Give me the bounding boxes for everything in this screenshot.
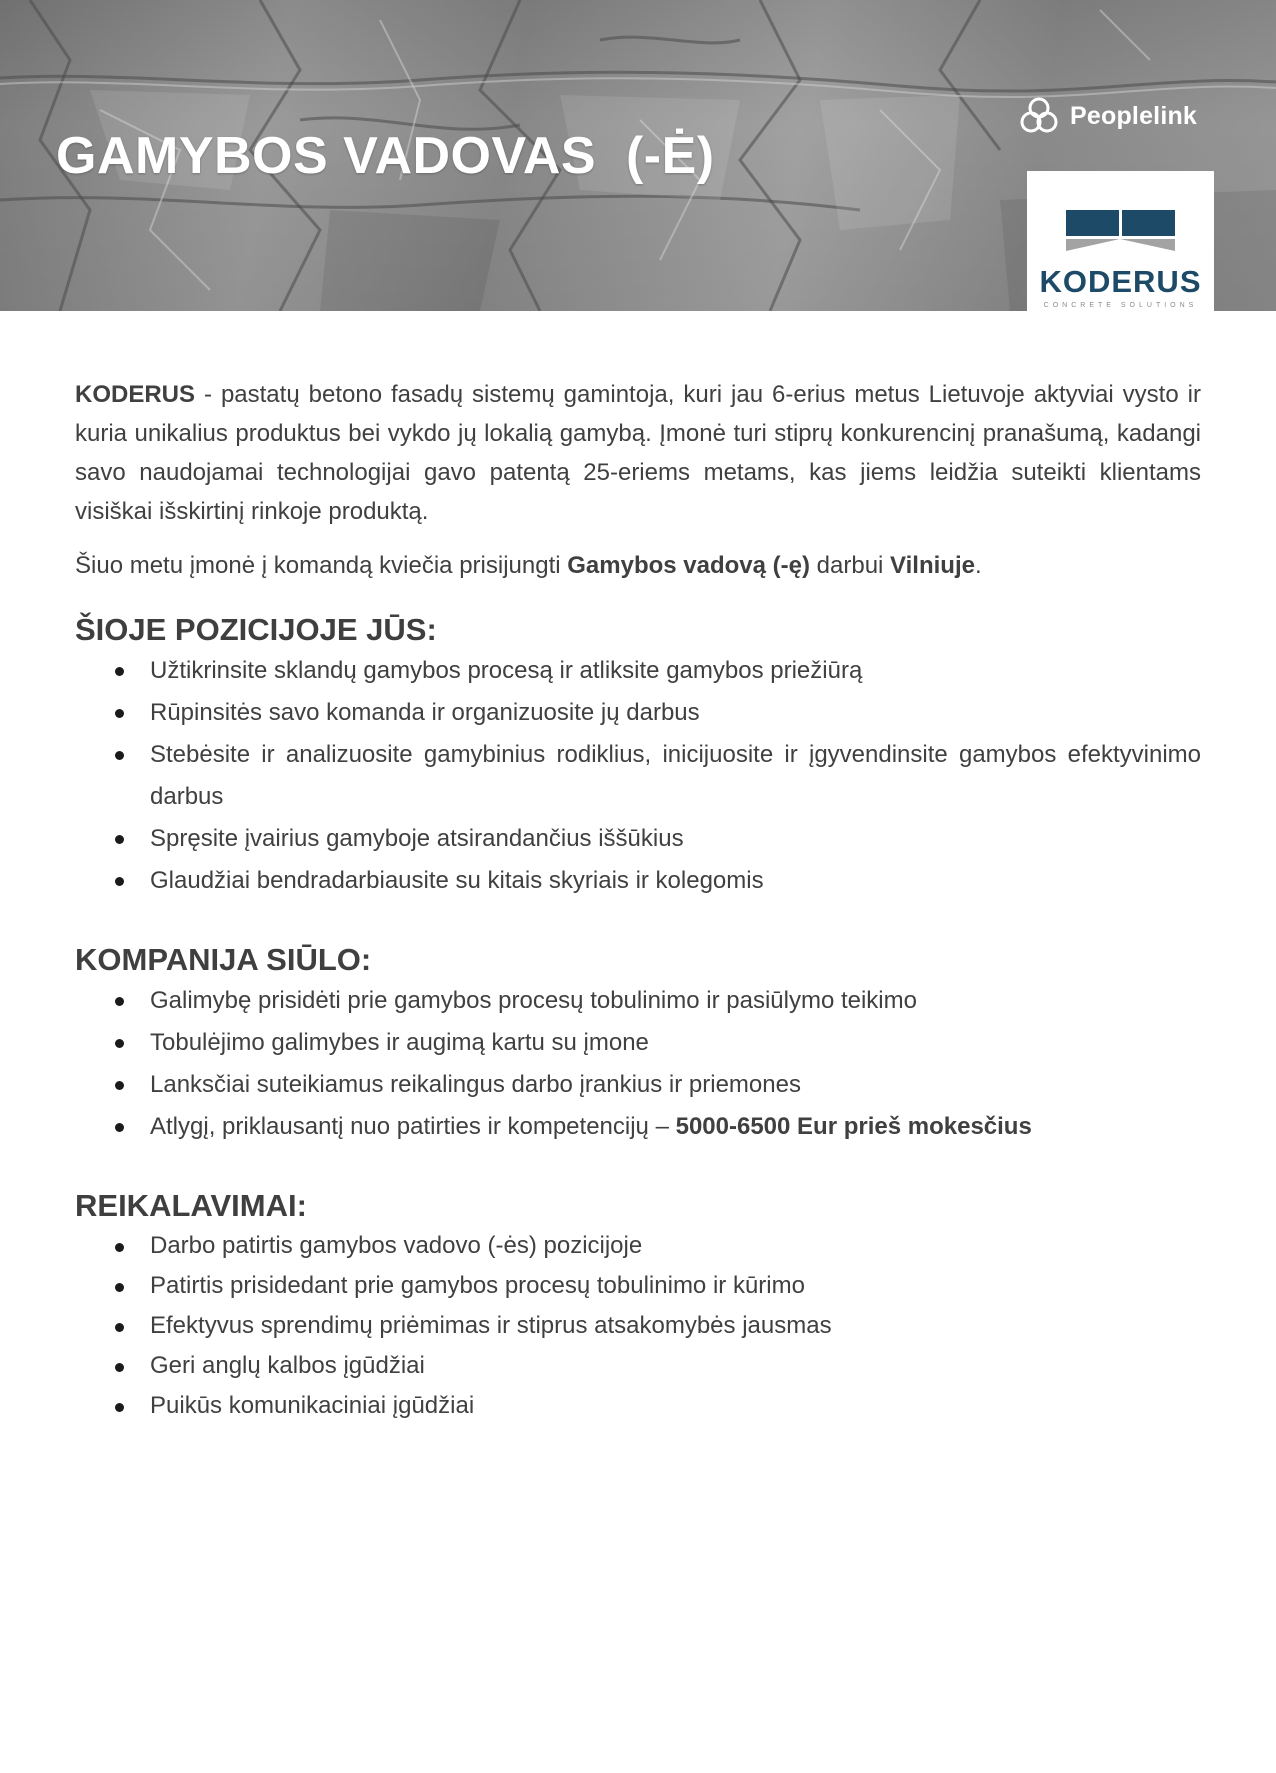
list-item-text: Užtikrinsite sklandų gamybos procesą ir atliksite gamybos priežiūrą: [150, 657, 863, 684]
company-intro: [75, 375, 1201, 531]
list-item-text: Stebėsite ir analizuosite gamybinius rodiklius, inicijuosite ir įgyvendinsite gamybos efektyvinimo darbus: [150, 741, 1201, 810]
invite-position: Gamybos vadovą (-ę): [567, 552, 810, 579]
list-item-text: Patirtis prisidedant prie gamybos procesų tobulinimo ir kūrimo: [150, 1272, 805, 1299]
bullet-icon: [115, 1403, 124, 1412]
invitation-text: [75, 546, 1201, 585]
bullet-icon: [115, 877, 124, 886]
header-banner: [0, 0, 1276, 311]
bullet-icon: [115, 997, 124, 1006]
bullet-icon: [115, 667, 124, 676]
bullet-icon: [115, 1243, 124, 1252]
list-item: [75, 692, 1201, 734]
company-name: KODERUS: [75, 381, 196, 408]
section-heading-offer: KOMPANIJA SIŪLO:: [75, 942, 372, 977]
koderus-logo-tagline: CONCRETE SOLUTIONS: [1043, 302, 1198, 309]
bullet-icon: [115, 835, 124, 844]
bullet-icon: [115, 1039, 124, 1048]
list-item-text: Puikūs komunikaciniai įgūdžiai: [150, 1392, 475, 1419]
list-item-text: Spręsite įvairius gamyboje atsirandančius iššūkius: [150, 825, 684, 852]
invite-after: .: [974, 552, 982, 579]
bullet-icon: [115, 709, 124, 718]
list-item-text: Glaudžiai bendradarbiausite su kitais skyriais ir kolegomis: [150, 867, 764, 894]
list-item-text: Galimybę prisidėti prie gamybos procesų tobulinimo ir pasiūlymo teikimo: [150, 987, 917, 1014]
bullet-icon: [115, 1363, 124, 1372]
bullet-icon: [115, 1081, 124, 1090]
list-item: [75, 1064, 1201, 1106]
list-item: [75, 860, 1201, 902]
list-item-text: Rūpinsitės savo komanda ir organizuosite jų darbus: [150, 699, 700, 726]
requirements-list: [75, 1226, 1201, 1426]
job-description: [75, 375, 1201, 1426]
invite-city: Vilniuje: [890, 552, 975, 579]
peoplelink-knot-icon: [1018, 95, 1060, 137]
list-item: [75, 1306, 1201, 1346]
list-item: [75, 1266, 1201, 1306]
section-heading-responsibilities: ŠIOJE POZICIJOJE JŪS:: [75, 612, 437, 647]
invite-middle: darbui: [809, 552, 891, 579]
list-item-text: Lanksčiai suteikiamus reikalingus darbo įrankius ir priemones: [150, 1071, 801, 1098]
salary-text: Atlygį, priklausantį nuo patirties ir kompetencijų –: [150, 1113, 676, 1140]
responsibilities-list: [75, 650, 1201, 902]
list-item-text: Geri anglų kalbos įgūdžiai: [150, 1352, 425, 1379]
bullet-icon: [115, 1123, 124, 1132]
bullet-icon: [115, 1283, 124, 1292]
list-item-text: Efektyvus sprendimų priėmimas ir stiprus atsakomybės jausmas: [150, 1312, 832, 1339]
bullet-icon: [115, 1323, 124, 1332]
list-item: [75, 818, 1201, 860]
koderus-logo: [1027, 171, 1214, 311]
list-item: [75, 1346, 1201, 1386]
list-item: [75, 980, 1201, 1022]
list-item: [75, 650, 1201, 692]
job-title: GAMYBOS VADOVAS (-Ė): [56, 127, 715, 185]
section-heading-requirements: REIKALAVIMAI:: [75, 1188, 307, 1223]
salary-amount: 5000-6500 Eur prieš mokesčius: [675, 1113, 1032, 1140]
list-item-text: Darbo patirtis gamybos vadovo (-ės) pozicijoje: [150, 1232, 643, 1259]
salary-item: [75, 1106, 1201, 1148]
bullet-icon: [115, 751, 124, 760]
peoplelink-logo-text: Peoplelink: [1070, 101, 1198, 130]
peoplelink-logo: [1018, 94, 1197, 138]
list-item: [75, 1386, 1201, 1426]
koderus-logo-name: KODERUS: [1039, 264, 1202, 299]
company-description: - pastatų betono fasadų sistemų gamintoja, kuri jau 6-erius metus Lietuvoje aktyviai vysto ir kuria unikalius produktus bei vykdo jų lokalią gamybą. Įmonė turi stiprų konkurencinį pranašumą, kadangi savo naudojamai technologijai gavo patentą 25-eriems metams, kas jiems leidžia suteikti klientams visiškai išskirtinį rinkoje produktą.: [75, 381, 1201, 525]
offer-list: [75, 980, 1201, 1148]
list-item: [75, 1022, 1201, 1064]
list-item: [75, 1226, 1201, 1266]
list-item: [75, 734, 1201, 818]
list-item-text: Tobulėjimo galimybes ir augimą kartu su įmone: [150, 1029, 649, 1056]
invite-before: Šiuo metu įmonė į komandą kviečia prisijungti: [75, 552, 568, 579]
